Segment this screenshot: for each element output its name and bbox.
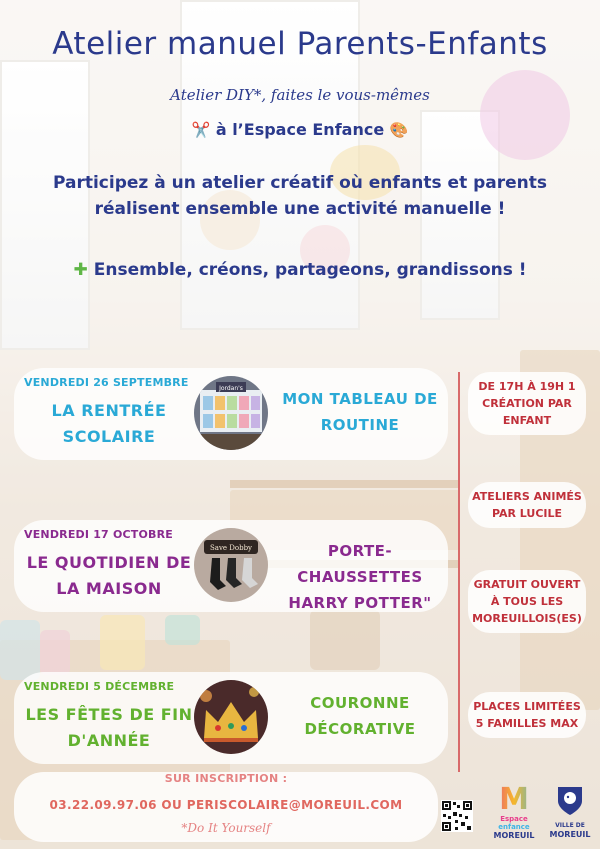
motto-text: Ensemble, créons, partageons, grandissons !	[93, 260, 527, 280]
photo-label: Save Dobby	[209, 544, 253, 552]
session-card-1	[14, 368, 448, 460]
info-free: GRATUIT OUVERT À TOUS LES MOREUILLOIS(ES)	[468, 570, 586, 633]
registration-label: SUR INSCRIPTION :	[164, 772, 288, 785]
session-project: PORTE-CHAUSSETTES HARRY POTTER"	[288, 542, 432, 612]
session-theme: LA RENTRÉE SCOLAIRE	[51, 401, 167, 446]
session-theme: LES FÊTES DE FIN D'ANNÉE	[25, 705, 193, 750]
qr-code[interactable]	[441, 800, 473, 832]
session-date: VENDREDI 26 SEPTEMBRE	[24, 376, 189, 389]
session-date: VENDREDI 5 DÉCEMBRE	[24, 680, 175, 693]
session-card-2	[14, 520, 448, 612]
ville-moreuil-logo: VILLE DE MOREUIL	[547, 783, 593, 841]
registration-contact[interactable]: 03.22.09.97.06 OU PERISCOLAIRE@MOREUIL.COM	[49, 798, 403, 812]
session-date: VENDREDI 17 OCTOBRE	[24, 528, 173, 541]
venue-line	[0, 120, 600, 139]
session-project: COURONNE DÉCORATIVE	[304, 694, 416, 738]
crest-icon	[555, 783, 585, 817]
venue-text: à l’Espace Enfance	[215, 120, 385, 139]
puzzle-icon: ✚	[73, 260, 88, 280]
photo-label: Jordan's	[219, 385, 243, 392]
motto	[0, 260, 600, 280]
palette-icon: 🎨	[389, 121, 409, 139]
page-title: Atelier manuel Parents-Enfants	[52, 26, 548, 62]
info-places: PLACES LIMITÉES 5 FAMILLES MAX	[468, 692, 586, 738]
info-host: ATELIERS ANIMÉS PAR LUCILE	[468, 482, 586, 528]
diy-footnote: *Do It Yourself	[181, 821, 271, 835]
session-project: MON TABLEAU DE ROUTINE	[282, 390, 438, 434]
espace-enfance-logo: M Espace enfance MOREUIL	[488, 785, 540, 841]
subtitle: Atelier DIY*, faites le vous-mêmes	[170, 86, 430, 104]
registration-box	[14, 772, 438, 842]
intro-text: Participez à un atelier créatif où enfants et parents réalisent ensemble une activité manuelle !	[52, 173, 548, 219]
scissors-icon: ✂️	[191, 121, 211, 139]
routine-board-photo	[194, 376, 268, 450]
session-card-3	[14, 672, 448, 764]
sock-holder-photo	[194, 528, 268, 602]
crown-photo	[194, 680, 268, 754]
session-theme: LE QUOTIDIEN DE LA MAISON	[26, 553, 192, 598]
divider-line	[458, 372, 460, 772]
info-hours: DE 17H À 19H 1 CRÉATION PAR ENFANT	[468, 372, 586, 435]
